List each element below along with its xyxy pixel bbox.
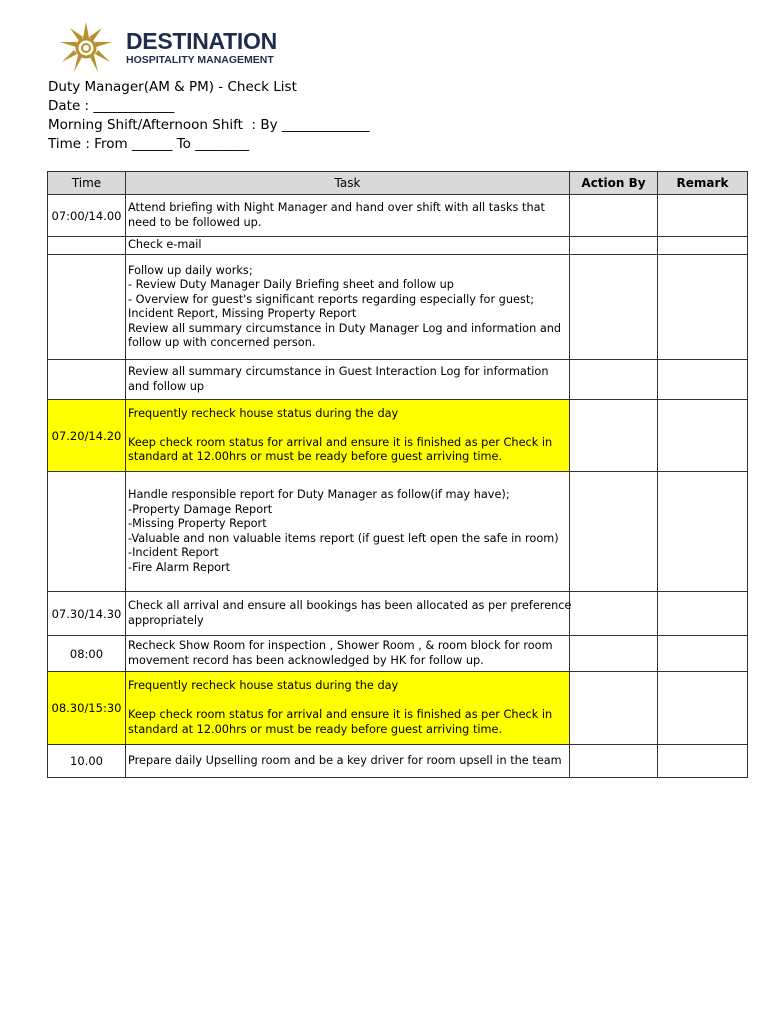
- task-line: Follow up daily works;: [128, 263, 253, 277]
- task-line: Check all arrival and ensure all bookings has been allocated as per preference: [128, 599, 572, 612]
- time-cell: 08.30/15:30: [48, 672, 126, 745]
- task-line: [128, 694, 567, 709]
- task-cell: [126, 360, 570, 400]
- time-cell: 07.30/14.30: [48, 592, 126, 636]
- task-line: standard at 12.00hrs or must be ready before guest arriving time.: [128, 450, 503, 463]
- checklist-table: [47, 171, 748, 778]
- task-line: -Property Damage Report: [128, 502, 273, 516]
- col-header-action-by: Action By: [570, 172, 658, 195]
- task-line: Review all summary circumstance in Guest Interaction Log for information: [128, 365, 549, 378]
- task-line: movement record has been acknowledged by HK for follow up.: [128, 653, 484, 667]
- remark-cell[interactable]: [658, 360, 748, 400]
- action-by-cell[interactable]: [570, 255, 658, 360]
- action-by-cell[interactable]: [570, 400, 658, 472]
- sun-swirl-logo-icon: [52, 18, 122, 78]
- time-field: Time : From ______ To ________: [48, 136, 250, 152]
- task-line: Attend briefing with Night Manager and hand over shift with all tasks that: [128, 201, 545, 214]
- remark-cell[interactable]: [658, 472, 748, 592]
- col-header-task: Task: [126, 172, 570, 195]
- table-row: [48, 636, 748, 672]
- remark-cell[interactable]: [658, 255, 748, 360]
- table-row: [48, 195, 748, 237]
- task-line: [128, 421, 567, 436]
- table-row: [48, 237, 748, 255]
- task-line: -Incident Report: [128, 546, 219, 559]
- task-line: need to be followed up.: [128, 215, 262, 229]
- action-by-cell[interactable]: [570, 745, 658, 778]
- task-line: Review all summary circumstance in Duty Manager Log and information and: [128, 321, 562, 335]
- time-cell: [48, 237, 126, 255]
- shift-field: Morning Shift/Afternoon Shift : By _____________: [48, 117, 370, 133]
- document-title: Duty Manager(AM & PM) - Check List: [48, 79, 297, 95]
- action-by-cell[interactable]: [570, 360, 658, 400]
- brand-tagline: HOSPITALITY MANAGEMENT: [126, 54, 274, 66]
- remark-cell[interactable]: [658, 636, 748, 672]
- action-by-cell[interactable]: [570, 636, 658, 672]
- document-header: [48, 78, 370, 154]
- task-line: - Overview for guest's significant reports regarding especially for guest;: [128, 292, 535, 306]
- table-row: [48, 672, 748, 745]
- task-line: Recheck Show Room for inspection , Shower Room , & room block for room: [128, 639, 553, 652]
- task-line: Check e-mail: [128, 238, 202, 252]
- task-line: Keep check room status for arrival and ensure it is finished as per Check in: [128, 435, 553, 449]
- col-header-remark: Remark: [658, 172, 748, 195]
- time-cell: [48, 360, 126, 400]
- remark-cell[interactable]: [658, 745, 748, 778]
- table-row: [48, 592, 748, 636]
- table-row: [48, 255, 748, 360]
- action-by-cell[interactable]: [570, 237, 658, 255]
- action-by-cell[interactable]: [570, 195, 658, 237]
- remark-cell[interactable]: [658, 672, 748, 745]
- table-row: [48, 745, 748, 778]
- task-line: Frequently recheck house status during the day: [128, 406, 399, 420]
- task-cell: [126, 472, 570, 592]
- time-cell: 08:00: [48, 636, 126, 672]
- table-row: [48, 472, 748, 592]
- task-line: Handle responsible report for Duty Manager as follow(if may have);: [128, 488, 510, 501]
- action-by-cell[interactable]: [570, 472, 658, 592]
- remark-cell[interactable]: [658, 592, 748, 636]
- table-row: [48, 400, 748, 472]
- table-header-row: [48, 172, 748, 195]
- remark-cell[interactable]: [658, 237, 748, 255]
- table-row: [48, 360, 748, 400]
- task-cell: [126, 400, 570, 472]
- time-cell: 10.00: [48, 745, 126, 778]
- time-cell: 07:00/14.00: [48, 195, 126, 237]
- task-cell: [126, 255, 570, 360]
- task-line: Frequently recheck house status during the day: [128, 679, 399, 692]
- remark-cell[interactable]: [658, 400, 748, 472]
- date-field: Date : ____________: [48, 98, 175, 114]
- task-line: Prepare daily Upselling room and be a key driver for room upsell in the team: [128, 753, 562, 767]
- task-line: appropriately: [128, 613, 204, 627]
- task-cell: [126, 195, 570, 237]
- task-line: and follow up: [128, 379, 205, 393]
- time-cell: [48, 255, 126, 360]
- task-line: -Fire Alarm Report: [128, 560, 231, 574]
- task-cell: [126, 636, 570, 672]
- col-header-time: Time: [48, 172, 126, 195]
- task-line: Incident Report, Missing Property Report: [128, 307, 357, 320]
- task-line: -Missing Property Report: [128, 517, 267, 530]
- task-line: -Valuable and non valuable items report (if guest left open the safe in room): [128, 531, 559, 545]
- action-by-cell[interactable]: [570, 672, 658, 745]
- task-cell: [126, 592, 570, 636]
- task-cell: [126, 672, 570, 745]
- task-line: standard at 12.00hrs or must be ready before guest arriving time.: [128, 722, 503, 736]
- task-line: - Review Duty Manager Daily Briefing sheet and follow up: [128, 278, 454, 291]
- task-line: Keep check room status for arrival and ensure it is finished as per Check in: [128, 708, 553, 721]
- task-cell: [126, 237, 570, 255]
- time-cell: 07.20/14.20: [48, 400, 126, 472]
- brand-name: DESTINATION: [126, 28, 277, 54]
- remark-cell[interactable]: [658, 195, 748, 237]
- action-by-cell[interactable]: [570, 592, 658, 636]
- time-cell: [48, 472, 126, 592]
- task-cell: [126, 745, 570, 778]
- company-logo: [52, 18, 292, 78]
- task-line: follow up with concerned person.: [128, 336, 316, 349]
